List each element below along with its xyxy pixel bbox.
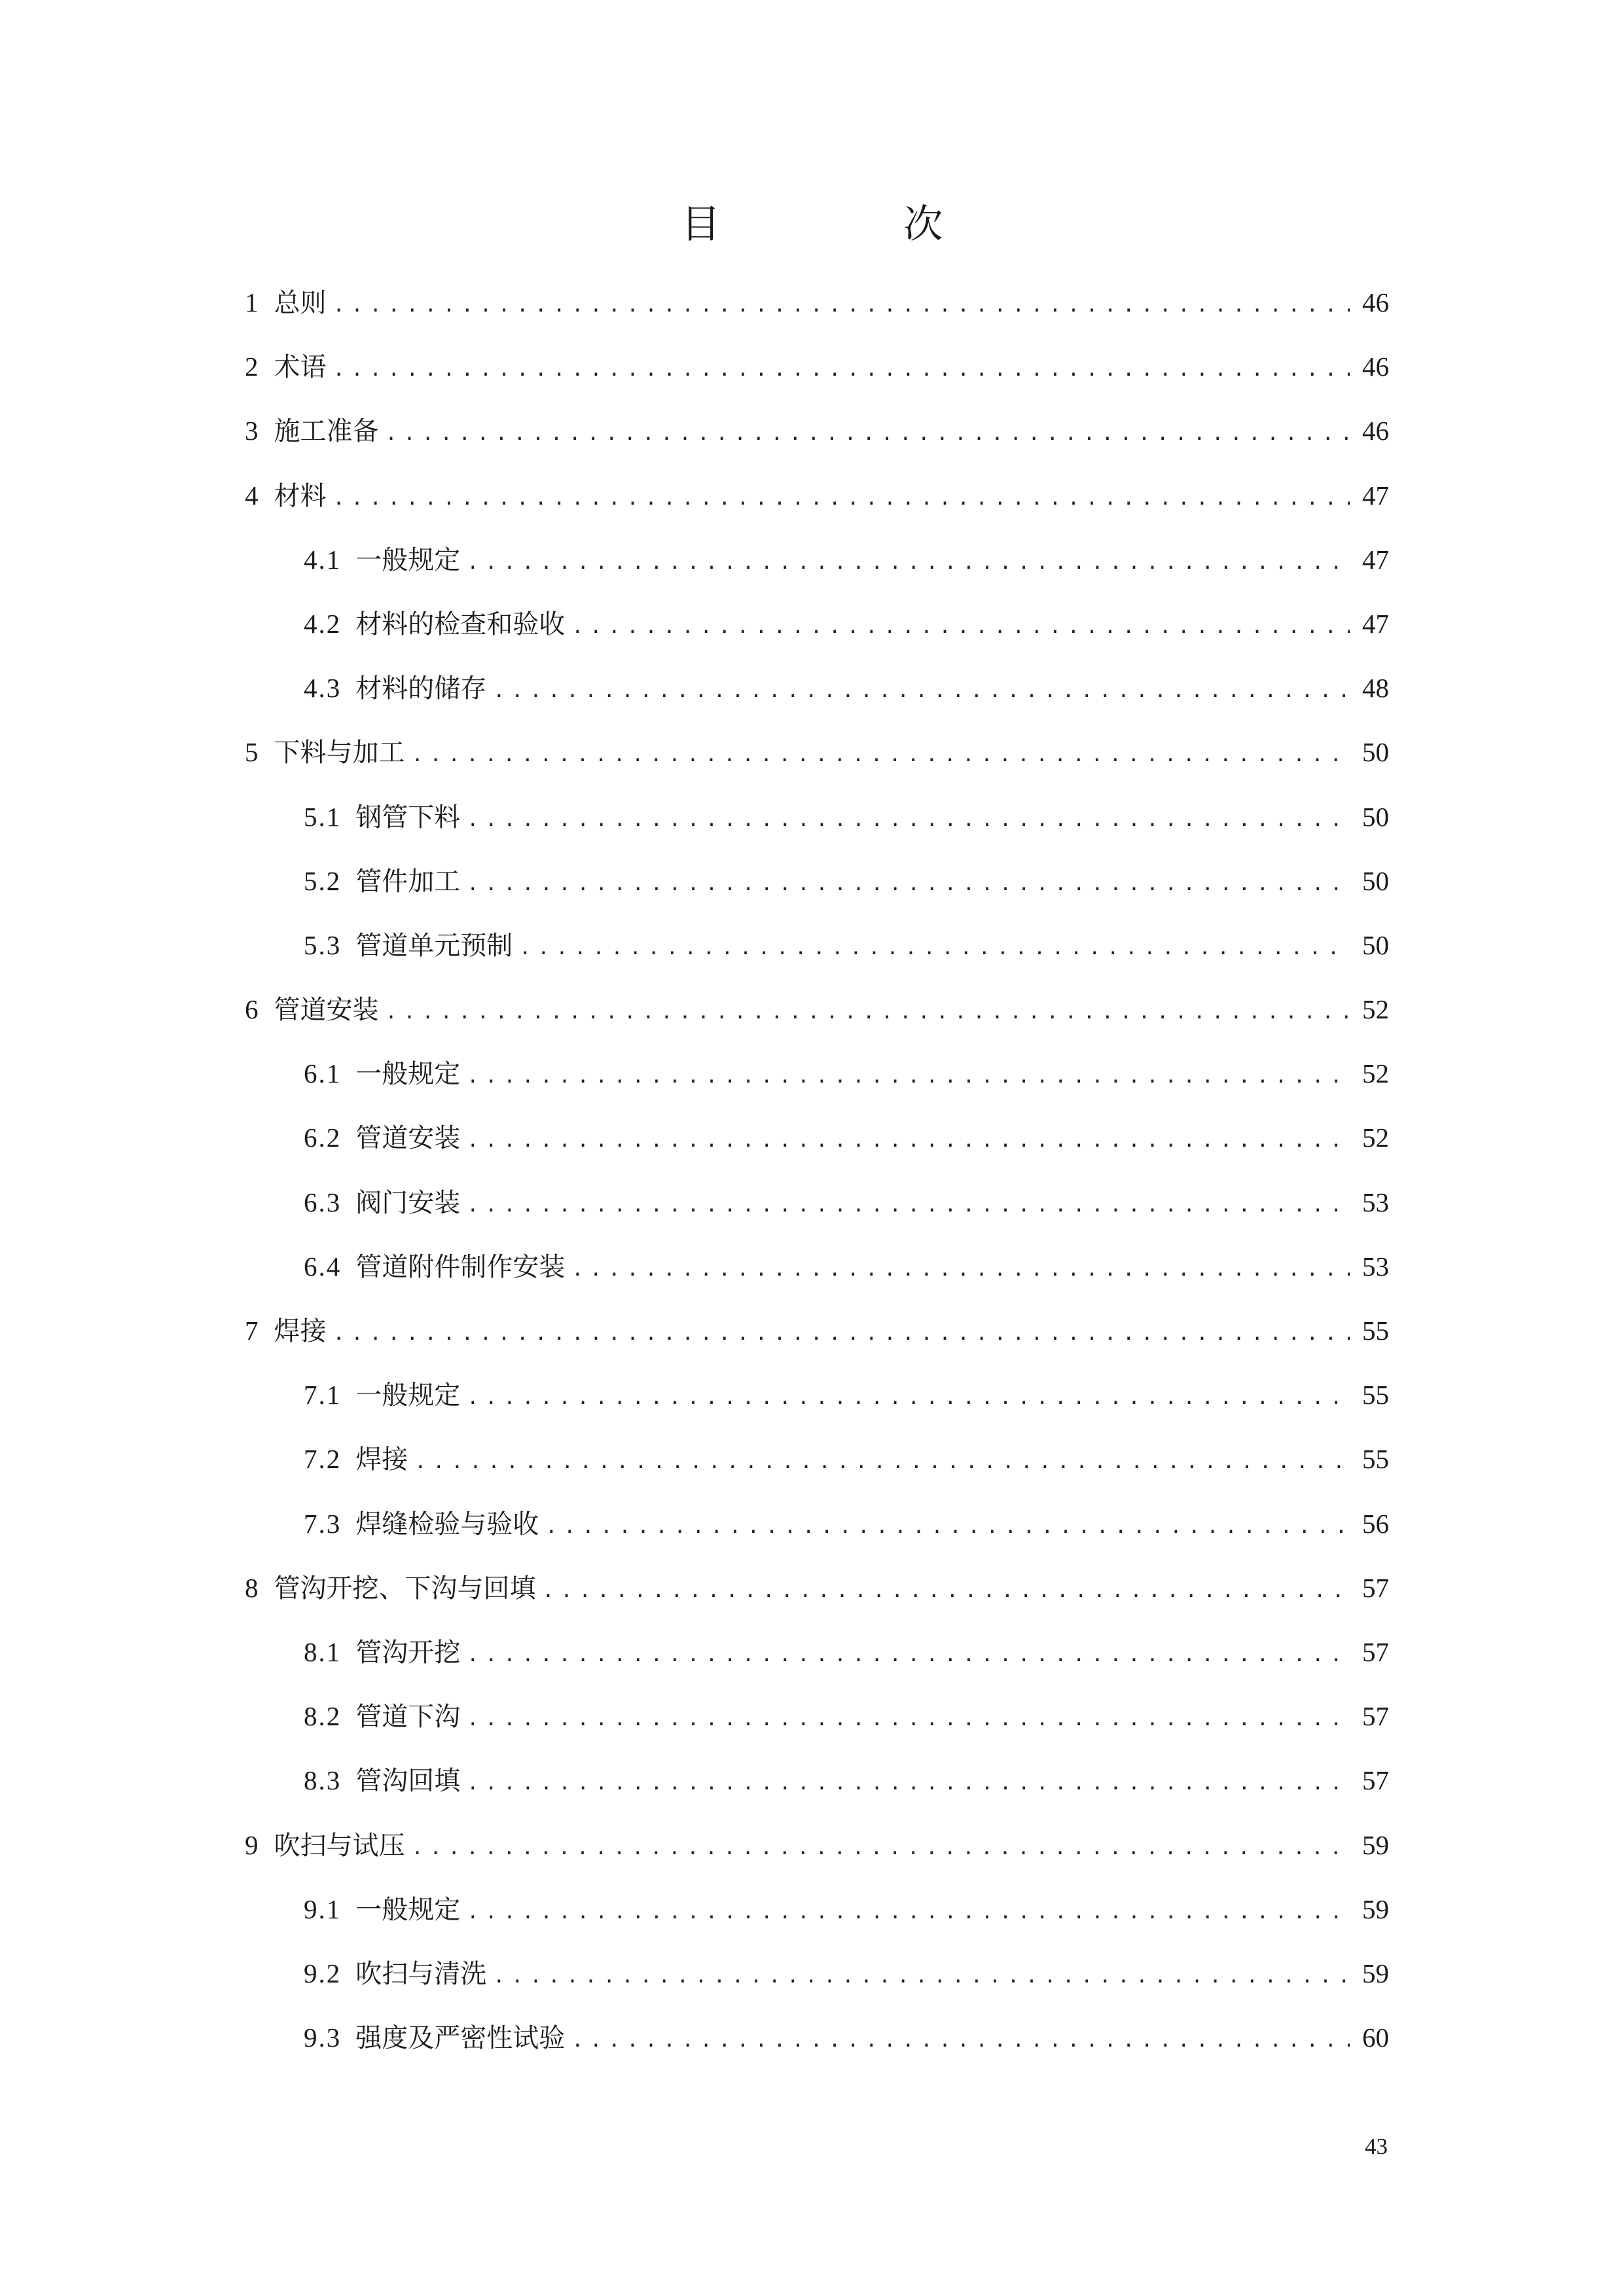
- toc-entry-label: [304, 668, 486, 708]
- toc-subentry[interactable]: [245, 1954, 1389, 2018]
- toc-entry-text: 施工准备: [274, 416, 379, 447]
- toc-entry-label: [304, 540, 460, 580]
- toc-dot-leader: [571, 1250, 1350, 1289]
- toc-entry-text: 阀门安装: [355, 1187, 461, 1218]
- toc-dot-leader: [545, 1507, 1350, 1547]
- toc-entry-number: 8.2: [304, 1701, 342, 1732]
- toc-entry-text: 材料: [274, 480, 327, 511]
- toc-entry-label: [245, 347, 327, 387]
- toc-entry-number: 4.2: [304, 608, 342, 639]
- toc-entry[interactable]: [245, 1311, 1389, 1375]
- toc-entry-number: 5.3: [304, 929, 342, 960]
- toc-entry-number: 8.1: [304, 1636, 342, 1667]
- toc-entry-label: [245, 283, 327, 323]
- toc-subentry[interactable]: [245, 1761, 1389, 1825]
- toc-subentry[interactable]: [245, 1118, 1389, 1182]
- toc-list: [245, 283, 1389, 2082]
- toc-entry-page: 55: [1362, 1316, 1389, 1346]
- toc-entry-label: [304, 1632, 460, 1672]
- toc-entry-text: 管道下沟: [355, 1702, 461, 1732]
- toc-entry-text: 管道附件制作安装: [355, 1251, 566, 1282]
- toc-entry-page: 52: [1362, 1058, 1389, 1089]
- toc-dot-leader: [333, 286, 1350, 325]
- toc-entry-text: 下料与加工: [274, 738, 405, 768]
- toc-entry-number: 9.2: [304, 1958, 342, 1988]
- toc-entry-label: [304, 1504, 539, 1544]
- toc-entry-label: [304, 604, 565, 644]
- toc-subentry[interactable]: [245, 540, 1389, 604]
- toc-entry-number: 9.3: [304, 2022, 342, 2053]
- toc-entry-number: 7.3: [304, 1508, 342, 1539]
- toc-entry-number: 3: [245, 416, 260, 446]
- toc-subentry[interactable]: [245, 925, 1389, 990]
- toc-entry-page: 53: [1362, 1187, 1389, 1217]
- toc-entry-label: [304, 1954, 486, 1994]
- toc-entry-text: 管沟回填: [355, 1766, 461, 1797]
- toc-dot-leader: [467, 543, 1350, 583]
- toc-entry-page: 48: [1362, 673, 1389, 704]
- toc-entry-label: [245, 476, 327, 516]
- toc-entry-number: 7: [245, 1316, 260, 1346]
- toc-entry[interactable]: [245, 1825, 1389, 1890]
- toc-entry-page: 57: [1362, 1765, 1389, 1796]
- toc-entry-label: [245, 1825, 405, 1865]
- toc-entry-label: [304, 2018, 565, 2058]
- toc-entry-text: 一般规定: [355, 545, 461, 575]
- toc-entry-number: 8.3: [304, 1765, 342, 1796]
- toc-dot-leader: [571, 2021, 1350, 2060]
- toc-entry-number: 6: [245, 994, 260, 1025]
- toc-entry[interactable]: [245, 1568, 1389, 1632]
- toc-entry-text: 管沟开挖、下沟与回填: [274, 1573, 536, 1604]
- toc-entry-text: 强度及严密性试验: [355, 2023, 566, 2054]
- toc-dot-leader: [386, 993, 1350, 1032]
- toc-entry-page: 55: [1362, 1444, 1389, 1475]
- toc-subentry[interactable]: [245, 1504, 1389, 1568]
- toc-entry-page: 52: [1362, 994, 1389, 1025]
- toc-entry-label: [304, 1439, 408, 1479]
- toc-dot-leader: [519, 929, 1350, 968]
- toc-entry-number: 7.1: [304, 1380, 342, 1410]
- toc-entry-number: 4.1: [304, 544, 342, 575]
- toc-entry-text: 焊缝检验与验收: [355, 1509, 539, 1539]
- toc-entry-text: 管沟开挖: [355, 1637, 461, 1668]
- toc-dot-leader: [467, 1636, 1350, 1675]
- toc-entry-label: [304, 797, 460, 837]
- toc-entry-page: 50: [1362, 737, 1389, 768]
- toc-entry-text: 钢管下料: [355, 802, 461, 833]
- toc-subentry[interactable]: [245, 1054, 1389, 1118]
- toc-entry[interactable]: [245, 283, 1389, 347]
- toc-dot-leader: [493, 672, 1350, 711]
- toc-entry[interactable]: [245, 732, 1389, 797]
- toc-entry-number: 7.2: [304, 1444, 342, 1475]
- toc-dot-leader: [467, 1764, 1350, 1803]
- toc-entry-page: 50: [1362, 865, 1389, 896]
- toc-subentry[interactable]: [245, 1247, 1389, 1311]
- toc-dot-leader: [386, 414, 1350, 454]
- toc-dot-leader: [467, 800, 1350, 840]
- toc-entry-text: 焊接: [274, 1316, 327, 1346]
- toc-entry-number: 5: [245, 737, 260, 768]
- toc-entry-label: [304, 1183, 460, 1223]
- toc-entry-label: [304, 1054, 460, 1094]
- toc-entry-page: 46: [1362, 287, 1389, 317]
- toc-subentry[interactable]: [245, 604, 1389, 668]
- toc-entry-label: [304, 1118, 460, 1158]
- toc-entry-page: 52: [1362, 1122, 1389, 1153]
- toc-entry-label: [245, 411, 379, 451]
- toc-entry-page: 56: [1362, 1508, 1389, 1539]
- toc-dot-leader: [412, 1829, 1350, 1868]
- toc-dot-leader: [467, 1121, 1350, 1160]
- toc-entry-number: 9: [245, 1829, 260, 1860]
- toc-dot-leader: [493, 1957, 1350, 1996]
- toc-entry[interactable]: [245, 476, 1389, 540]
- toc-subentry[interactable]: [245, 668, 1389, 732]
- toc-entry-text: 一般规定: [355, 1894, 461, 1925]
- toc-dot-leader: [467, 865, 1350, 904]
- toc-entry-page: 59: [1362, 1958, 1389, 1988]
- toc-subentry[interactable]: [245, 1439, 1389, 1503]
- toc-entry-text: 管件加工: [355, 866, 461, 897]
- toc-entry-number: 9.1: [304, 1893, 342, 1924]
- toc-entry-number: 1: [245, 287, 260, 317]
- toc-subentry[interactable]: [245, 861, 1389, 925]
- toc-entry-page: 60: [1362, 2022, 1389, 2053]
- toc-entry-label: [304, 1375, 460, 1415]
- toc-entry-number: 6.4: [304, 1251, 342, 1282]
- toc-entry-page: 57: [1362, 1701, 1389, 1732]
- toc-dot-leader: [467, 1186, 1350, 1225]
- toc-dot-leader: [467, 1893, 1350, 1932]
- toc-entry-page: 59: [1362, 1829, 1389, 1860]
- toc-entry-label: [304, 861, 460, 901]
- toc-entry-label: [304, 1696, 460, 1736]
- toc-entry-page: 50: [1362, 801, 1389, 832]
- toc-dot-leader: [467, 1057, 1350, 1096]
- toc-entry-number: 5.1: [304, 801, 342, 832]
- toc-dot-leader: [333, 1314, 1350, 1354]
- toc-dot-leader: [412, 736, 1350, 775]
- toc-entry-text: 材料的检查和验收: [355, 609, 566, 639]
- toc-subentry[interactable]: [245, 1632, 1389, 1696]
- toc-entry-page: 46: [1362, 416, 1389, 446]
- toc-entry[interactable]: [245, 347, 1389, 411]
- toc-dot-leader: [333, 350, 1350, 389]
- toc-dot-leader: [543, 1571, 1350, 1611]
- toc-entry-number: 6.1: [304, 1058, 342, 1089]
- toc-entry-page: 46: [1362, 351, 1389, 382]
- toc-entry-page: 53: [1362, 1251, 1389, 1282]
- toc-subentry[interactable]: [245, 1183, 1389, 1247]
- toc-subentry[interactable]: [245, 1890, 1389, 1954]
- toc-subentry[interactable]: [245, 797, 1389, 861]
- toc-entry-page: 55: [1362, 1380, 1389, 1410]
- toc-entry-text: 总则: [274, 288, 327, 318]
- toc-entry-label: [304, 925, 513, 965]
- toc-entry-number: 5.2: [304, 865, 342, 896]
- toc-entry-number: 2: [245, 351, 260, 382]
- toc-subentry[interactable]: [245, 1375, 1389, 1439]
- toc-entry-page: 57: [1362, 1636, 1389, 1667]
- toc-entry-number: 8: [245, 1572, 260, 1603]
- toc-dot-leader: [467, 1700, 1350, 1739]
- toc-entry-number: 4: [245, 480, 260, 511]
- toc-entry[interactable]: [245, 990, 1389, 1054]
- toc-dot-leader: [467, 1378, 1350, 1418]
- toc-entry-text: 一般规定: [355, 1059, 461, 1090]
- toc-entry-text: 材料的储存: [355, 673, 487, 704]
- toc-entry-label: [304, 1247, 565, 1287]
- toc-entry-number: 6.3: [304, 1187, 342, 1217]
- toc-entry-page: 47: [1362, 544, 1389, 575]
- page-number: 43: [1365, 2134, 1388, 2159]
- toc-entry-page: 57: [1362, 1572, 1389, 1603]
- toc-entry-text: 吹扫与清洗: [355, 1958, 487, 1989]
- toc-entry-page: 59: [1362, 1893, 1389, 1924]
- toc-subentry[interactable]: [245, 1696, 1389, 1761]
- toc-dot-leader: [571, 607, 1350, 647]
- toc-entry-label: [245, 1311, 327, 1351]
- toc-entry[interactable]: [245, 411, 1389, 475]
- toc-entry-label: [245, 732, 405, 772]
- toc-subentry[interactable]: [245, 2018, 1389, 2082]
- toc-dot-leader: [333, 479, 1350, 518]
- toc-entry-text: 管道安装: [274, 995, 379, 1026]
- toc-entry-text: 术语: [274, 352, 327, 383]
- toc-entry-label: [245, 990, 379, 1030]
- toc-entry-text: 焊接: [355, 1444, 408, 1475]
- toc-entry-page: 50: [1362, 929, 1389, 960]
- toc-entry-page: 47: [1362, 608, 1389, 639]
- toc-title: 目 次: [681, 202, 1015, 247]
- toc-entry-text: 吹扫与试压: [274, 1830, 405, 1861]
- toc-entry-number: 4.3: [304, 673, 342, 704]
- toc-entry-number: 6.2: [304, 1122, 342, 1153]
- toc-entry-page: 47: [1362, 480, 1389, 511]
- toc-entry-label: [304, 1761, 460, 1801]
- toc-entry-text: 管道安装: [355, 1123, 461, 1154]
- toc-dot-leader: [414, 1443, 1350, 1482]
- toc-entry-label: [304, 1890, 460, 1929]
- toc-entry-text: 一般规定: [355, 1380, 461, 1411]
- toc-entry-text: 管道单元预制: [355, 930, 513, 961]
- toc-entry-label: [245, 1568, 536, 1608]
